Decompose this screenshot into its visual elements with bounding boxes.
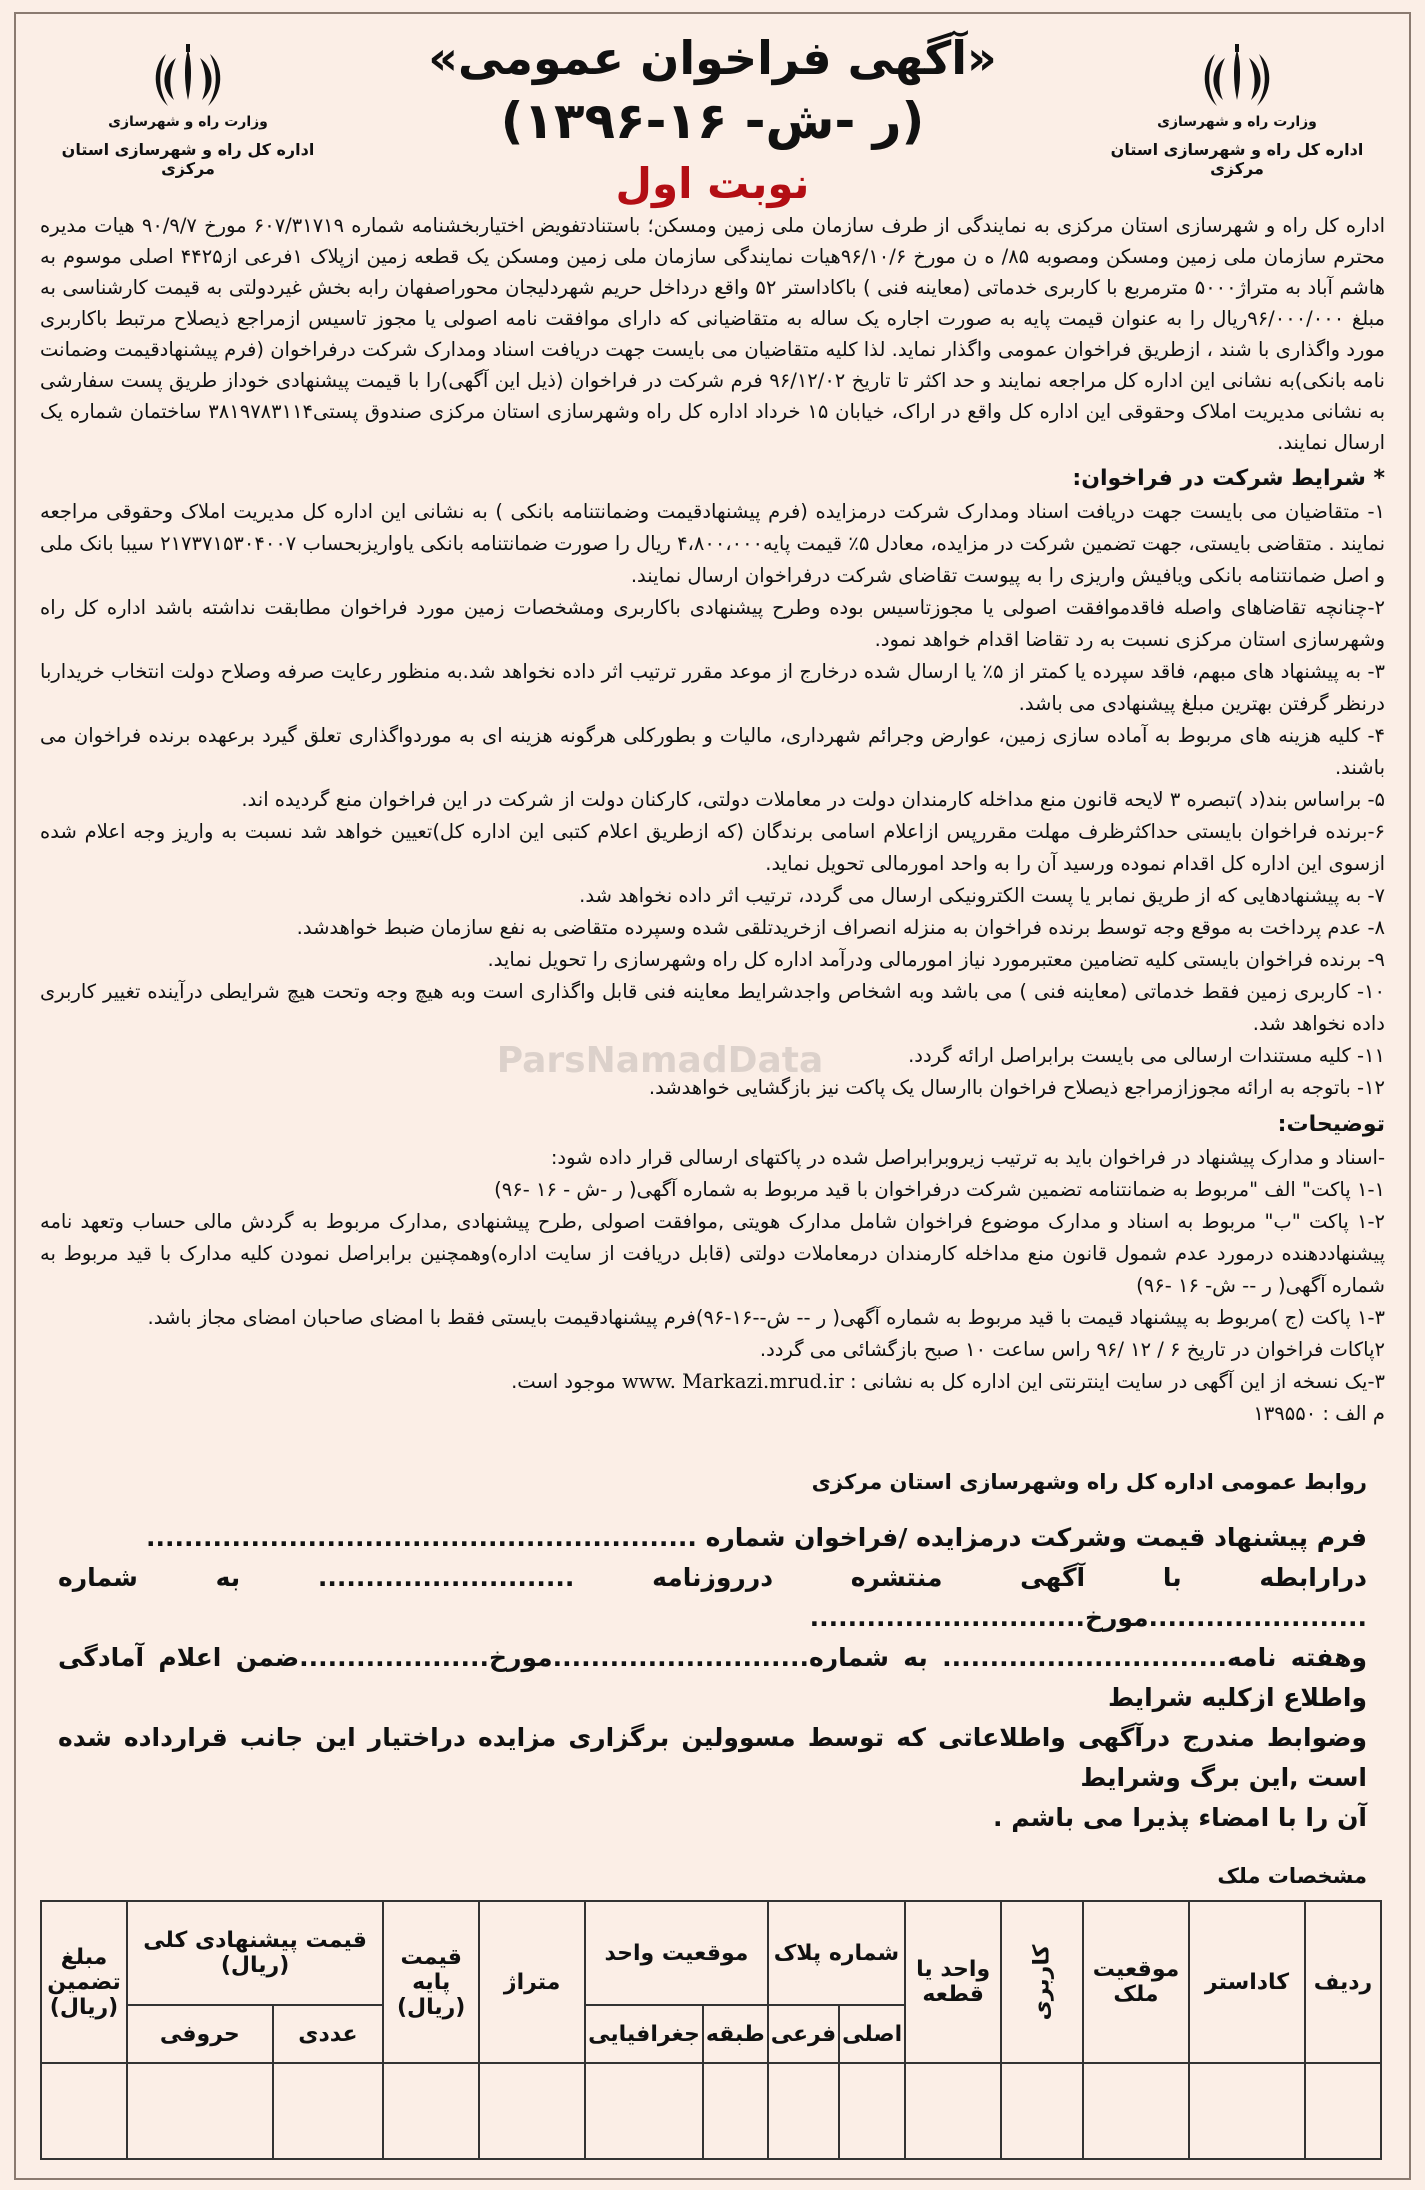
cell-unit[interactable] [905,2063,1001,2159]
condition-item: ۵- براساس بند(د )تبصره ۳ لایحه قانون منع مداخله کارمندان دولت در معاملات دولتی، کارکنان دولت از شرکت در این فراخوان منع گردیده اند. [241,788,1385,811]
condition-item: ۱۱- کلیه مستندات ارسالی می بایست برابراصل ارائه گردد. [908,1044,1385,1067]
note-item: ۱-۱ پاکت" الف "مربوط به ضمانتنامه تضمین شرکت درفراخوان با قید مربوط به شماره آگهی( ر -ش - ۱۶ -۹۶) [494,1178,1385,1201]
right-office-label: اداره کل راه و شهرسازی استان مرکزی [1110,140,1364,178]
cell-farei[interactable] [768,2063,839,2159]
note-item: -اسناد و مدارک پیشنهاد در فراخوان باید به ترتیب زیروبرابراصل شده در پاکتهای ارسالی قرار داده شود: [550,1146,1385,1169]
cell-location[interactable] [1083,2063,1189,2159]
form-line: وضوابط مندرج درآگهی واطلاعاتی که توسط مسوولین برگزاری مزایده دراختیار این جانب قرارداده شده است ,این برگ وشرایط [58,1723,1367,1792]
col-farei: فرعی [768,2005,839,2063]
cell-karbari[interactable] [1001,2063,1083,2159]
form-line: آن را با امضاء پذیرا می باشم . [993,1803,1367,1832]
site-url-link[interactable]: www. Markazi.mrud.ir [621,1370,844,1393]
col-guarantee: مبلغ تضمین (ریال) [41,1901,127,2063]
property-table [40,1900,1382,2160]
header [28,20,1397,210]
property-specs-heading: مشخصات ملک [1217,1864,1367,1888]
col-horufi: حروفی [127,2005,273,2063]
condition-item: ۶-برنده فراخوان بایستی حداکثرظرف مهلت مقررپس ازاعلام اسامی برندگان (که ازطریق اعلام کتبی این اداره کل)تعیین خواهد شد نسبت به واریز وجه اعلام شده ازسوی این اداره کل اقدام نموده ورسید آن را به واحد امورمالی تحویل نماید. [40,820,1385,875]
condition-item: ۱- متقاضیان می بایست جهت دریافت اسناد ومدارک شرکت درمزایده (فرم پیشنهادقیمت وضمانتنامه بانکی ) به نشانی این اداره کل مدیریت املاک وحقوقی مراجعه نمایند . متقاضی بایستی، جهت تضمین شرکت در مزایده، معادل ۵٪ قیمت پایه۴،۸۰۰،۰۰۰ ریال را صورت ضمانتنامه بانکی یاواریزبحساب ۲۱۷۳۷۱۵۳۰۴۰۰۷ سیبا بانک ملی و اصل ضمانتنامه بانکی ویافیش واریزی را به پیوست تقاضای شرکت درفراخوان ارسال نمایند. [40,500,1386,587]
col-base-price: قیمت پایه (ریال) [383,1901,479,2063]
conditions-heading: * شرایط شرکت در فراخوان: [1072,466,1385,491]
cell-base-price[interactable] [383,2063,479,2159]
col-adadi: عددی [273,2005,384,2063]
col-unit: واحد یا قطعه [905,1901,1001,2063]
col-tabaghe: طبقه [703,2005,768,2063]
notice-round: نوبت اول [615,159,810,208]
conditions-list [28,496,1397,1104]
note-item: ۱-۳ پاکت (ج )مربوط به پیشنهاد قیمت با قید مربوط به شماره آگهی( ر -- ش--۱۶-۹۶)فرم پیشنهادقیمت بایستی فقط با امضای صاحبان امضای مجاز باشد. [147,1306,1385,1329]
site-note-prefix: ۳-یک نسخه از این آگهی در سایت اینترنتی این اداره کل به نشانی : [850,1370,1385,1393]
condition-item: ۸- عدم پرداخت به موقع وجه توسط برنده فراخوان به منزله انصراف ازخریدتلقی شده وسپرده متقاضی به نفع سازمان ضبط خواهدشد. [296,916,1385,939]
col-joghrafiaei: جغرافیایی [585,2005,703,2063]
col-radif: ردیف [1305,1901,1381,2063]
karbari-label: کاربری [1029,1944,1055,2020]
notes-heading: توضیحات: [1277,1112,1385,1137]
condition-item: ۳- به پیشنهاد های مبهم، فاقد سپرده یا کمتر از ۵٪ یا ارسال شده درخارج از موعد مقرر ترتیب اثر داده نخواهد شد.به منظور رعایت صرفه وصلاح دولت انتخاب خریداربا درنظر گرفتن بهترین مبلغ پیشنهادی می باشد. [40,660,1386,715]
note-item: ۱-۲ پاکت "ب" مربوط به اسناد و مدارک موضوع فراخوان شامل مدارک هویتی ,موافقت اصولی ,طرح پیشنهادی ,مدارک مربوط به گردش مالی حساب وتعهد نامه پیشنهاددهنده درمورد عدم شمول قانون منع مداخله کارمندان درمعاملات دولتی (قابل دریافت از سایت اداره)وهمچنین برابراصل نمودن کلیه مدارک با قید مربوط به شماره آگهی( ر -- ش- ۱۶ -۹۶) [40,1210,1385,1297]
condition-item: ۱۲- باتوجه به ارائه مجوزازمراجع ذیصلاح فراخوان باارسال یک پاکت نیز بازگشایی خواهدشد. [648,1076,1385,1099]
cell-adadi[interactable] [273,2063,384,2159]
col-pelak: شماره پلاک [768,1901,905,2005]
cell-kadaster[interactable] [1189,2063,1305,2159]
intro-paragraph: اداره کل راه و شهرسازی استان مرکزی به نمایندگی از طرف سازمان ملی زمین ومسکن؛ باستنادتفویض اختیاربخشنامه شماره ۶۰۷/۳۱۷۱۹ مورخ ۹۰/۹/۷ هیات مدیره محترم سازمان ملی زمین ومسکن ومصوبه ۸۵/ ه ن مورخ ۹۶/۱۰/۶هیات نمایندگی سازمان ملی زمین ومسکن یک قطعه زمین ازپلاک ۱فرعی از۴۴۲۵ اصلی موسوم به هاشم آباد به متراژ۵۰۰۰ مترمربع با کاربری خدماتی (معاینه فنی ) باکاداستر ۵۲ واقع درداخل حریم شهردلیجان محوراصفهان رابه بخش غیردولتی به قیمت کارشناسی به مبلغ ۹۶/۰۰۰/۰۰۰ریال را به عنوان قیمت پایه به صورت اجاره یک ساله به متقاضیانی که دارای موافقت نامه اصولی یا مجوز تاسیس ازمراجع ذیصلاح مرتبط باکاربری مورد واگذاری با شند ، ازطریق فراخوان عمومی واگذار نماید. لذا کلیه متقاضیان می بایست جهت دریافت اسناد ومدارک شرکت درفراخوان (فرم پیشنهادقیمت وضمانت نامه بانکی)به نشانی این اداره کل مراجعه نمایند و حد اکثر تا تاریخ ۹۶/۱۲/۰۲ فرم شرکت در فراخوان (ذیل این آگهی)را با قیمت پیشنهادی خوداز طریق پست سفارشی به نشانی مدیریت املاک وحقوقی این اداره کل واقع در اراک، خیابان ۱۵ خرداد اداره کل راه وشهرسازی استان مرکزی صندوق پستی۳۸۱۹۷۸۳۱۱۴ ساختمان شماره یک ارسال نمایند. [40,214,1386,454]
table-row [41,2063,1381,2159]
watermark-text: ParsNamadData [496,1040,824,1081]
cell-asli[interactable] [839,2063,905,2159]
left-emblem-block [48,42,328,178]
condition-item: ۷- به پیشنهادهایی که از طریق نمابر یا پست الکترونیکی ارسال می گردد، ترتیب اثر داده نخواهد شد. [579,884,1385,907]
col-metraj: متراژ [479,1901,585,2063]
public-relations-signature: روابط عمومی اداره کل راه وشهرسازی استان مرکزی [811,1470,1367,1494]
cell-radif[interactable] [1305,2063,1381,2159]
form-line: فرم پیشنهاد قیمت وشرکت درمزایده /فراخوان شماره .......................................................... [146,1523,1367,1552]
col-kadaster: کاداستر [1189,1901,1305,2063]
site-note-suffix: موجود است. [511,1370,616,1393]
notice-code: (ر -ش- ۱۶-۱۳۹۶) [500,92,925,150]
col-location: موقعیت ملک [1083,1901,1189,2063]
iran-emblem-icon [148,42,228,112]
condition-item: ۱۰- کاربری زمین فقط خدماتی (معاینه فنی ) می باشد وبه اشخاص واجدشرایط معاینه فنی قابل واگذاری است وبه هیچ وجه وتحت هیچ شرایطی درآینده تغییر کاربری داده نخواهد شد. [40,980,1385,1035]
site-note [40,1366,1385,1398]
reference-number: م الف : ۱۳۹۵۵۰ [1253,1402,1385,1425]
cell-tabaghe[interactable] [703,2063,768,2159]
condition-item: ۲-چنانچه تقاضاهای واصله فاقدموافقت اصولی یا مجوزتاسیس بوده وطرح پیشنهادی باکاربری ومشخصات زمین مورد فراخوان مطابقت نداشته باشد اداره کل راه وشهرسازی استان مرکزی نسبت به رد تقاضا اقدام خواهد نمود. [40,596,1385,651]
bid-form [58,1518,1367,1838]
cell-joghrafiaei[interactable] [585,2063,703,2159]
col-asli: اصلی [839,2005,905,2063]
left-ministry-label: وزارت راه و شهرسازی [108,114,268,130]
table-header-row [41,1901,1381,2005]
right-ministry-label: وزارت راه و شهرسازی [1157,114,1317,130]
condition-item: ۹- برنده فراخوان بایستی کلیه تضامین معتبرمورد نیاز امورمالی ودرآمد اداره کل راه وشهرسازی را تحویل نماید. [487,948,1385,971]
cell-horufi[interactable] [127,2063,273,2159]
cell-metraj[interactable] [479,2063,585,2159]
col-unit-location: موقعیت واحد [585,1901,768,2005]
form-line: درارابطه با آگهی منتشره درروزنامه ........................... به شماره .......................مورخ............................. [58,1563,1367,1632]
note-item: ۲پاکات فراخوان در تاریخ ۶ / ۱۲ /۹۶ راس ساعت ۱۰ صبح بازگشائی می گردد. [759,1338,1385,1361]
col-karbari [1001,1901,1083,2063]
condition-item: ۴- کلیه هزینه های مربوط به آماده سازی زمین، عوارض وجرائم شهرداری، مالیات و بطورکلی هرگونه هزینه ای به موردواگذاری تعلق گیرد برعهده برنده فراخوان می باشند. [40,724,1385,779]
notice-title: «آگهی فراخوان عمومی» [428,31,997,85]
col-total-price: قیمت پیشنهادی کلی (ریال) [127,1901,383,2005]
form-line: وهفته نامه.............................. به شماره...........................مورخ....................ضمن اعلام آمادگی واطلاع ازکلیه شرایط [58,1643,1367,1712]
cell-guarantee[interactable] [41,2063,127,2159]
notes-list [28,1142,1397,1430]
left-office-label: اداره کل راه و شهرسازی استان مرکزی [61,140,315,178]
